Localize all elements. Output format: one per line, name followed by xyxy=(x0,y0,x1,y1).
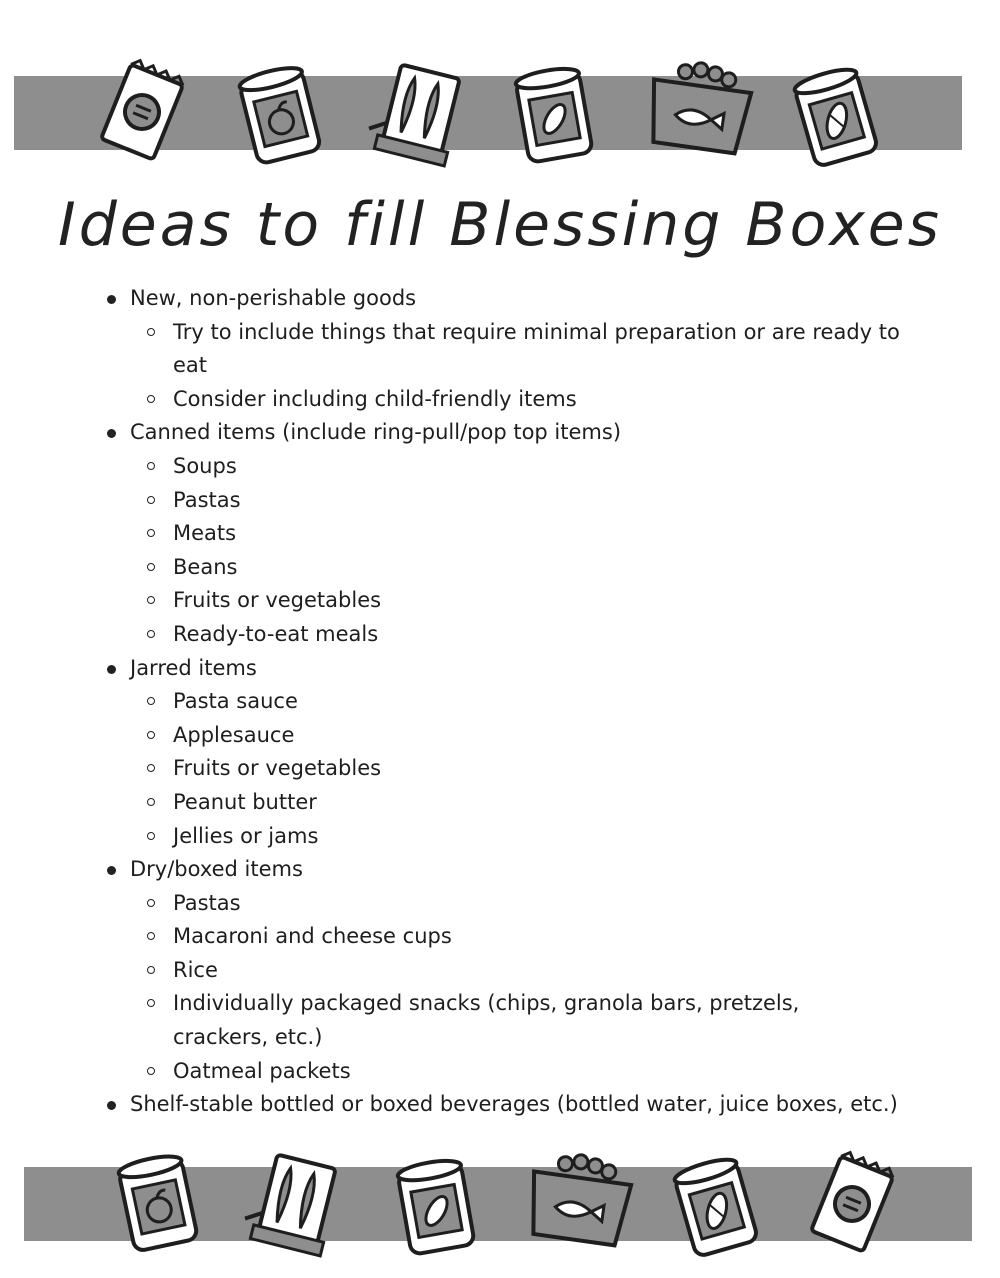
sub-list-item: Ready-to-eat meals xyxy=(100,618,900,652)
sub-list-item: Applesauce xyxy=(100,719,900,753)
sub-list-item: Consider including child-friendly items xyxy=(100,383,900,417)
sub-list-item: Meats xyxy=(100,517,900,551)
sub-list-item: Soups xyxy=(100,450,900,484)
sub-list-item: Peanut butter xyxy=(100,786,900,820)
sardine-tin-icon xyxy=(356,50,479,179)
apple-can-icon xyxy=(98,1141,218,1267)
sub-list-item: Pastas xyxy=(100,887,900,921)
sub-list-item: Beans xyxy=(100,551,900,585)
sub-list-item: Rice xyxy=(100,954,900,988)
list-item: New, non-perishable goods xyxy=(100,282,900,316)
snack-bag-icon xyxy=(75,43,208,181)
header-icon-row xyxy=(0,58,1000,168)
sub-list-item: Oatmeal packets xyxy=(100,1055,900,1089)
sub-list-item: Pasta sauce xyxy=(100,685,900,719)
fish-tin-icon xyxy=(633,50,765,173)
sub-list-item: Individually packaged snacks (chips, granola bars, pretzels, crackers, etc.) xyxy=(100,987,900,1054)
apple-can-icon xyxy=(218,52,341,181)
sub-list-item: Jellies or jams xyxy=(100,820,900,854)
fish-tin-icon xyxy=(513,1142,645,1265)
sardine-tin-icon xyxy=(232,1140,355,1269)
sub-list-item: Macaroni and cheese cups xyxy=(100,920,900,954)
sub-list-item: Fruits or vegetables xyxy=(100,752,900,786)
sub-list-item: Fruits or vegetables xyxy=(100,584,900,618)
pea-can-icon xyxy=(377,1146,494,1270)
list-item: Canned items (include ring-pull/pop top items) xyxy=(100,416,900,450)
page-title: Ideas to fill Blessing Boxes xyxy=(58,190,942,260)
snack-bag-icon xyxy=(785,1135,918,1273)
list-item: Dry/boxed items xyxy=(100,853,900,887)
pea-can-icon xyxy=(495,54,612,178)
list-item: Jarred items xyxy=(100,652,900,686)
sub-list-item: Try to include things that require minimal preparation or are ready to eat xyxy=(100,316,900,383)
corn-can-icon xyxy=(653,1142,779,1273)
footer-icon-row xyxy=(0,1150,1000,1260)
sub-list-item: Pastas xyxy=(100,484,900,518)
corn-can-icon xyxy=(773,52,899,183)
ideas-list xyxy=(100,282,900,1122)
list-item: Shelf-stable bottled or boxed beverages (bottled water, juice boxes, etc.) xyxy=(100,1088,900,1122)
